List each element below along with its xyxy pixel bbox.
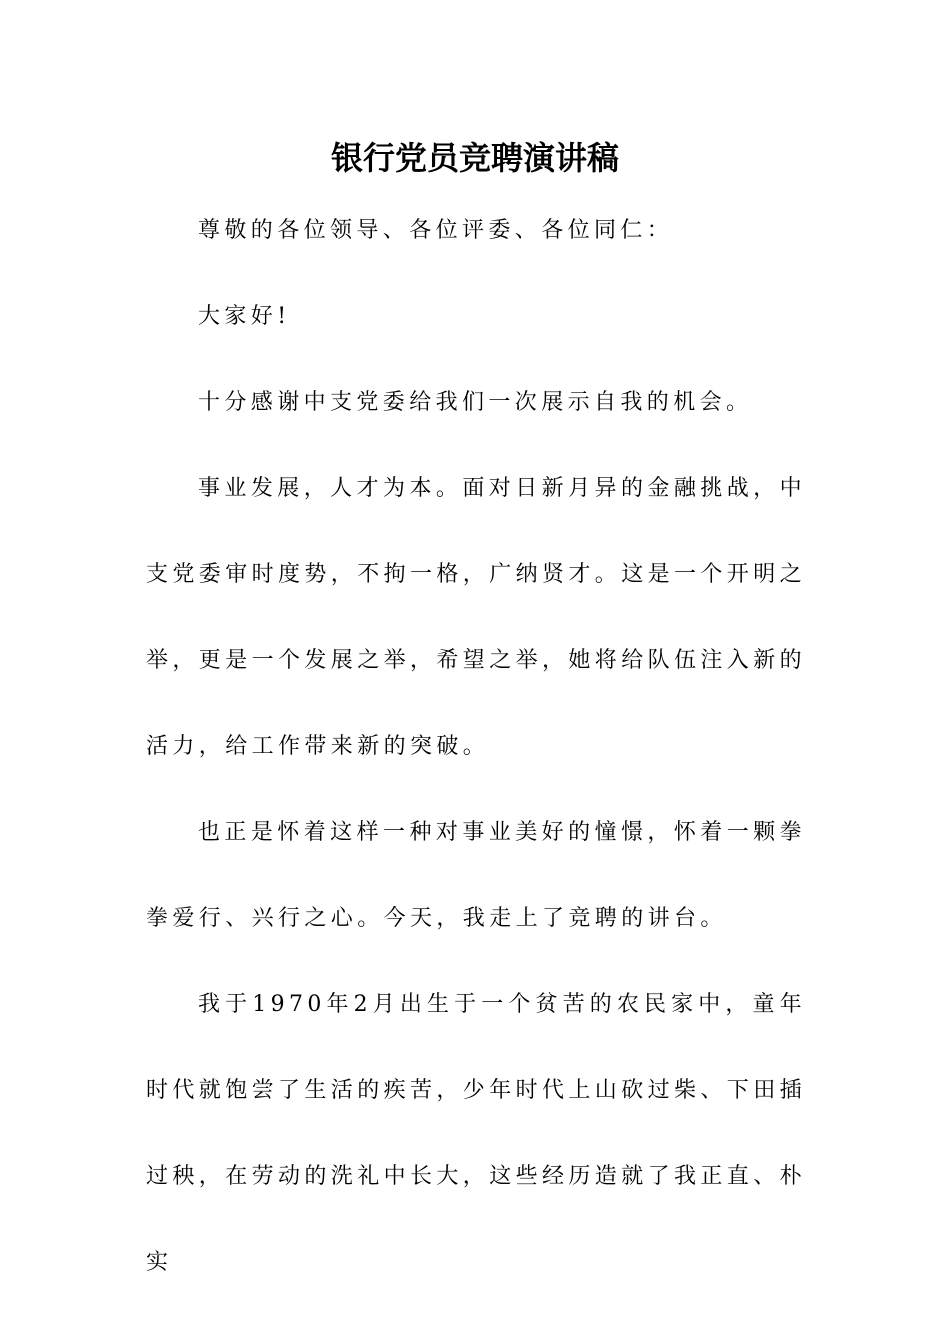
paragraph-thanks: 十分感谢中支党委给我们一次展示自我的机会。 xyxy=(198,390,753,415)
paragraph-aspiration: 也正是怀着这样一种对事业美好的憧憬，怀着一颗拳拳爱行、兴行之心。今天，我走上了竞聘的讲台。 xyxy=(146,820,806,931)
paragraph-salutation: 尊敬的各位领导、各位评委、各位同仁： xyxy=(198,218,674,243)
paragraph-background: 我于1970年2月出生于一个贫苦的农民家中，童年时代就饱尝了生活的疾苦，少年时代上山砍过柴、下田插过秧，在劳动的洗礼中长大，这些经历造就了我正直、朴实 xyxy=(146,992,807,1275)
document-title: 银行党员竞聘演讲稿 xyxy=(330,139,619,177)
paragraph-greeting: 大家好! xyxy=(198,304,291,329)
paragraph-development: 事业发展，人才为本。面对日新月异的金融挑战，中支党委审时度势，不拘一格，广纳贤才。这是一个开明之举，更是一个发展之举，希望之举，她将给队伍注入新的活力，给工作带来新的突破。 xyxy=(146,476,807,759)
document-body xyxy=(146,188,806,1306)
